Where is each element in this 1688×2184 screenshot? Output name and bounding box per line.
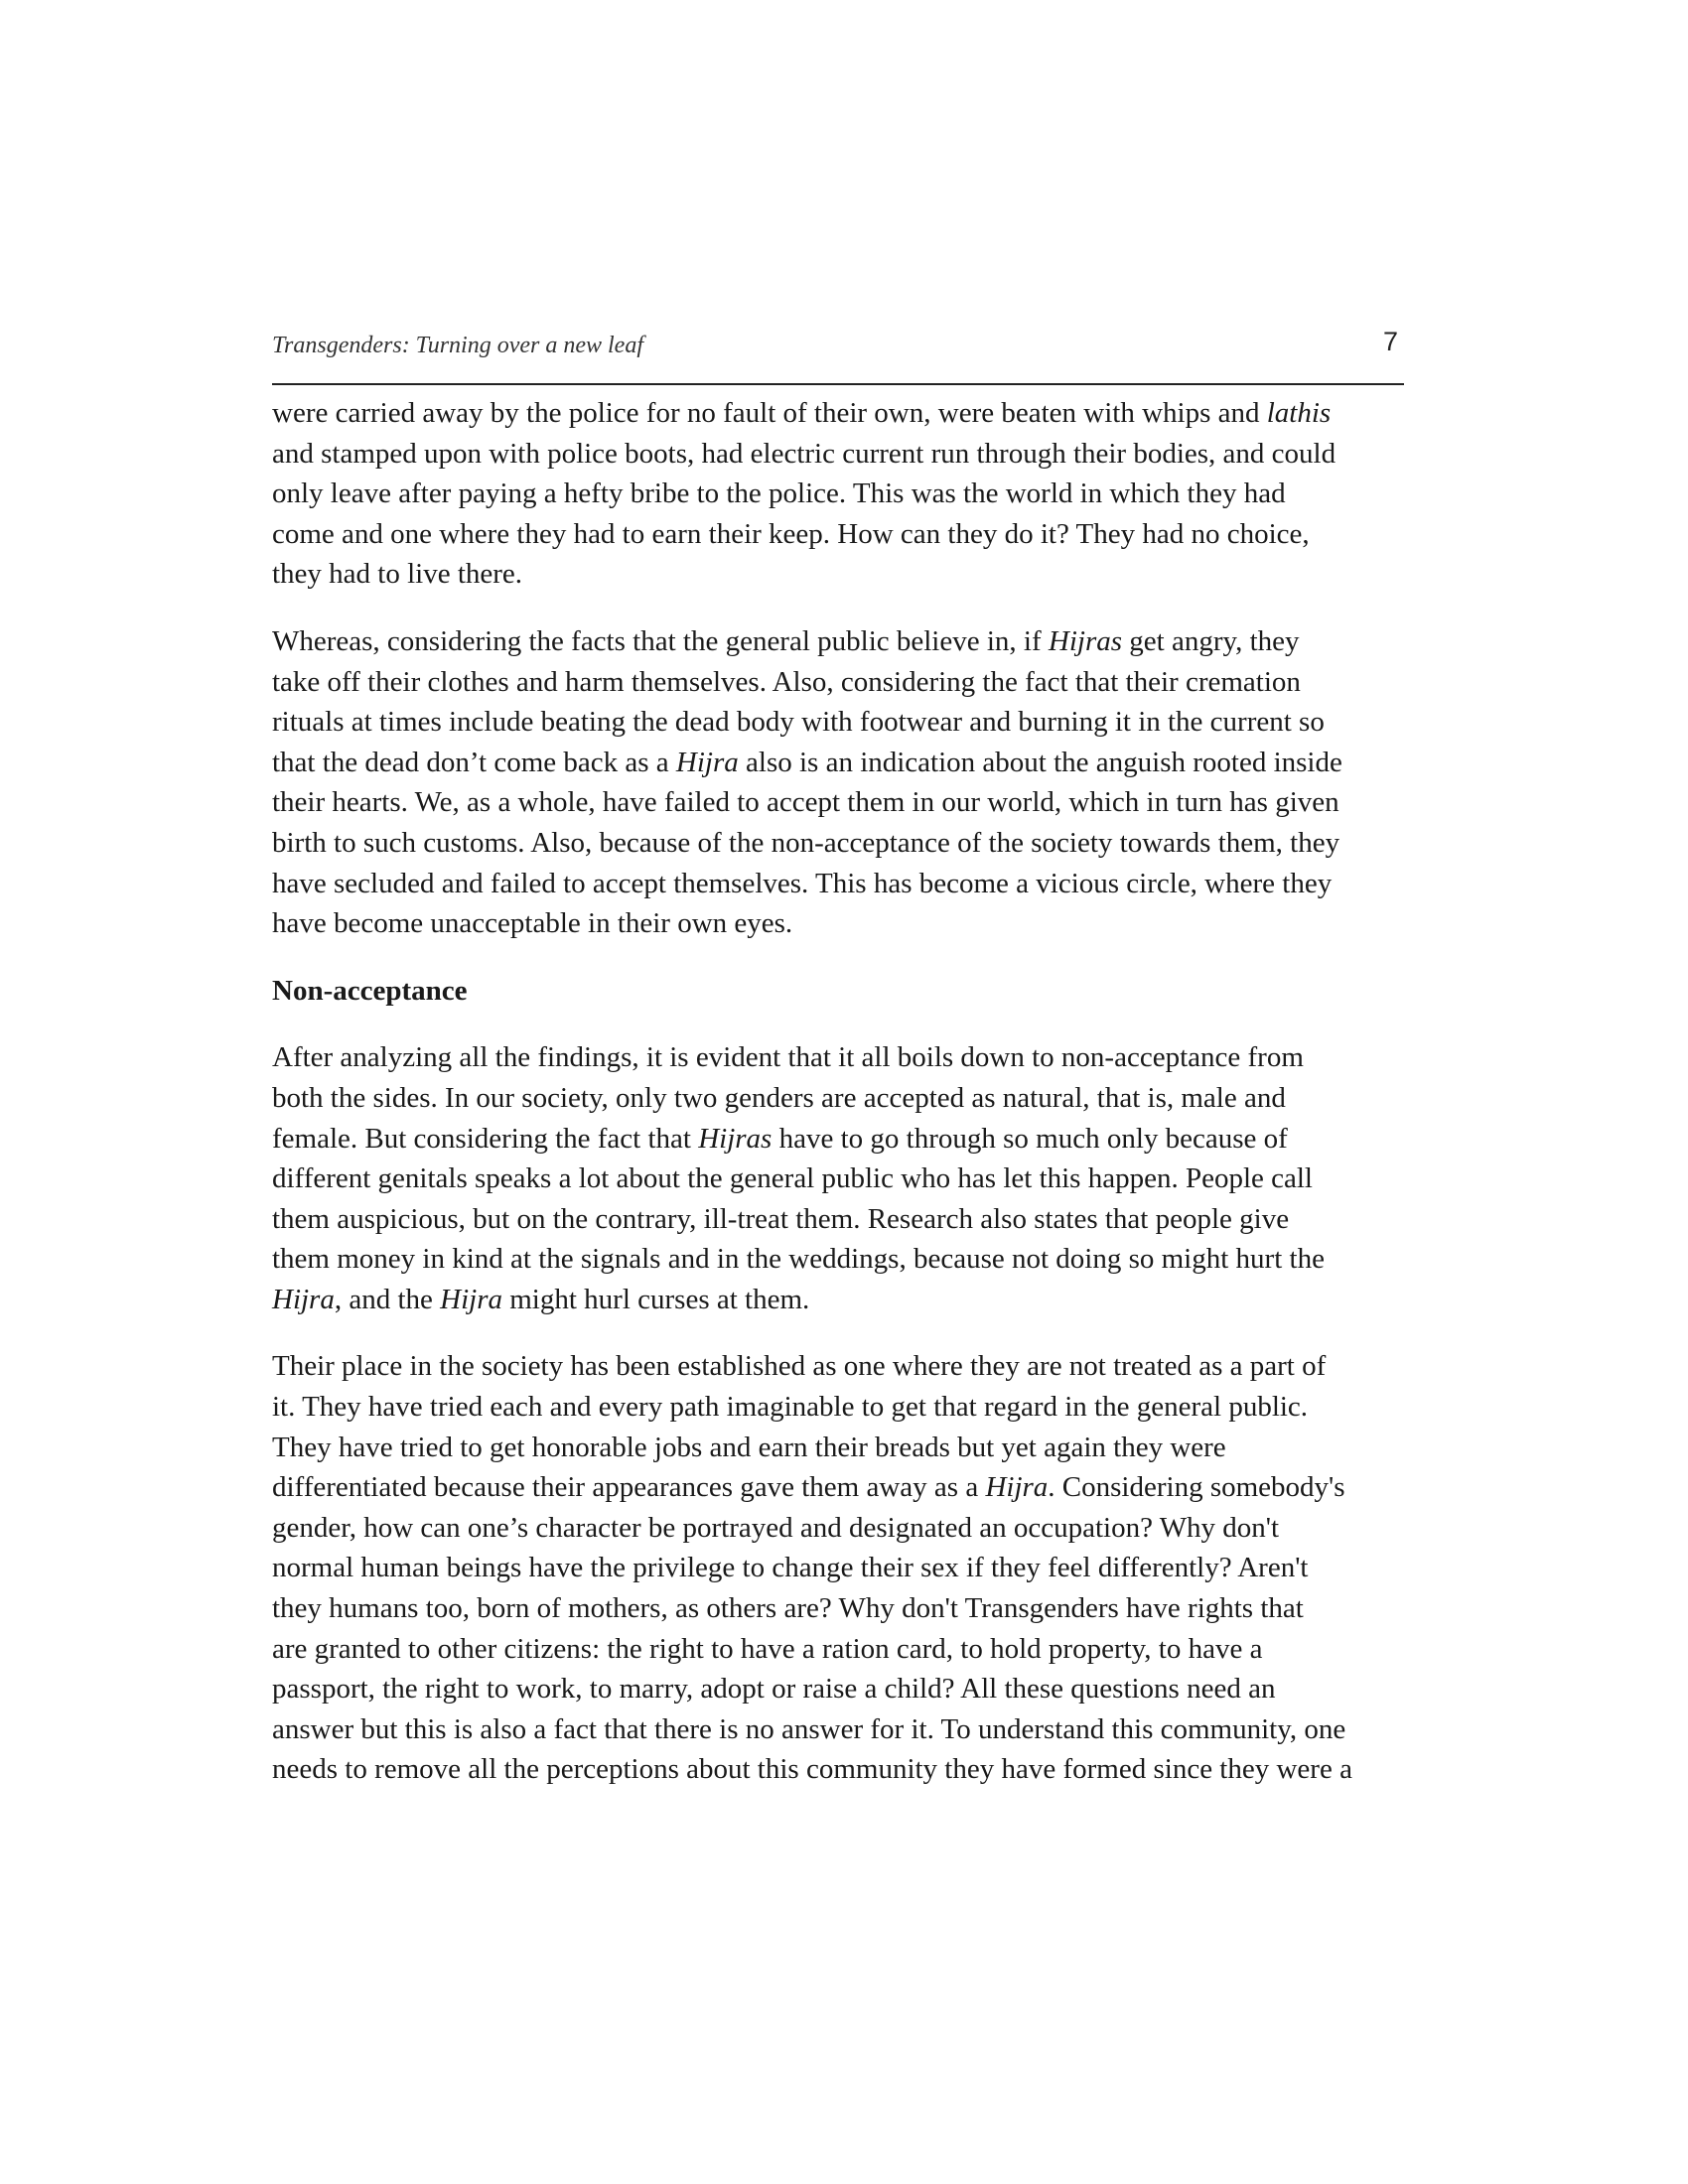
text-line [272, 514, 1414, 555]
page-number: 7 [1382, 327, 1398, 356]
text-run: it. They have tried each and every path imaginable to get that regard in the general public. [272, 1391, 1309, 1424]
text-line [272, 1119, 1414, 1160]
text-run: Their place in the society has been established as one where they are not treated as a part of [272, 1350, 1327, 1383]
text-run: rituals at times include beating the dead body with footwear and burning it in the current so [272, 706, 1325, 739]
text-run: After analyzing all the findings, it is evident that it all boils down to non-acceptance from [272, 1041, 1304, 1074]
text-run: only leave after paying a hefty bribe to the police. This was the world in which they had [272, 478, 1286, 510]
text-run: them money in kind at the signals and in the weddings, because not doing so might hurt the [272, 1243, 1325, 1276]
text-run: Whereas, considering the facts that the general public believe in, if [272, 624, 1049, 657]
text-run: were carried away by the police for no fault of their own, were beaten with whips and [272, 397, 1267, 429]
header-rule [272, 383, 1404, 385]
text-line [272, 1669, 1414, 1709]
text-line [272, 1428, 1414, 1468]
text-run: . Considering somebody's [1048, 1471, 1345, 1504]
text-line [272, 1037, 1414, 1078]
text-line [272, 621, 1414, 662]
text-run: , and the [334, 1283, 441, 1315]
text-run: they had to live there. [272, 558, 523, 591]
text-run: come and one where they had to earn their keep. How can they do it? They had no choice, [272, 517, 1310, 550]
text-run: their hearts. We, as a whole, have failed to accept them in our world, which in turn has given [272, 786, 1339, 819]
text-line [272, 1548, 1414, 1588]
text-run: different genitals speaks a lot about the general public who has let this happen. People call [272, 1162, 1313, 1195]
text-run: gender, how can one’s character be portrayed and designated an occupation? Why don't [272, 1511, 1280, 1544]
text-line [272, 393, 1414, 434]
text-line [272, 662, 1414, 703]
text-line [272, 434, 1414, 475]
text-line [272, 554, 1414, 595]
text-run: have become unacceptable in their own eyes. [272, 907, 793, 940]
text-run: also is an indication about the anguish rooted inside [738, 746, 1342, 778]
text-line [272, 1387, 1414, 1428]
section-heading [272, 971, 1414, 1012]
text-line [272, 864, 1414, 904]
page-header [272, 320, 1404, 363]
text-line [272, 971, 1414, 1012]
italic-term: Hijra [985, 1471, 1049, 1504]
italic-term: Hijra [272, 1283, 335, 1315]
text-line [272, 782, 1414, 823]
text-run: get angry, they [1122, 624, 1300, 657]
text-run: They have tried to get honorable jobs and earn their breads but yet again they were [272, 1431, 1226, 1463]
text-line [272, 743, 1414, 783]
text-run: Non-acceptance [272, 974, 468, 1007]
body-text [272, 393, 1414, 1817]
text-line [272, 1346, 1414, 1387]
text-run: answer but this is also a fact that there is no answer for it. To understand this community, one [272, 1712, 1346, 1745]
text-run: they humans too, born of mothers, as others are? Why don't Transgenders have rights that [272, 1592, 1304, 1625]
text-line [272, 1467, 1414, 1508]
italic-term: Hijras [698, 1122, 773, 1155]
text-line [272, 1588, 1414, 1629]
italic-term: Hijra [675, 746, 739, 778]
text-run: female. But considering the fact that [272, 1122, 699, 1155]
italic-term: Hijra [440, 1283, 502, 1315]
italic-term: lathis [1266, 397, 1332, 429]
text-line [272, 1199, 1414, 1240]
text-run: needs to remove all the perceptions about this community they have formed since they were a [272, 1753, 1352, 1786]
running-title: Transgenders: Turning over a new leaf [272, 333, 644, 358]
text-line [272, 1280, 1414, 1320]
text-run: differentiated because their appearances gave them away as a [272, 1471, 986, 1504]
text-run: passport, the right to work, to marry, adopt or raise a child? All these questions need an [272, 1673, 1276, 1706]
text-line [272, 474, 1414, 514]
text-run: take off their clothes and harm themselves. Also, considering the fact that their cremation [272, 665, 1301, 698]
text-line [272, 823, 1414, 864]
text-line [272, 1159, 1414, 1199]
text-line [272, 702, 1414, 743]
text-run: have secluded and failed to accept themselves. This has become a vicious circle, where they [272, 867, 1333, 899]
italic-term: Hijras [1048, 624, 1123, 657]
text-line [272, 1239, 1414, 1280]
text-line [272, 1078, 1414, 1119]
text-line [272, 1629, 1414, 1670]
paragraph [272, 1037, 1414, 1319]
paragraph [272, 1346, 1414, 1790]
text-run: them auspicious, but on the contrary, ill-treat them. Research also states that people give [272, 1202, 1290, 1235]
paragraph [272, 621, 1414, 944]
paragraph [272, 393, 1414, 595]
text-run: might hurl curses at them. [502, 1283, 810, 1315]
text-line [272, 903, 1414, 944]
text-run: birth to such customs. Also, because of the non-acceptance of the society towards them, they [272, 826, 1340, 859]
text-line [272, 1508, 1414, 1549]
text-run: normal human beings have the privilege to change their sex if they feel differently? Aren't [272, 1552, 1309, 1584]
text-run: both the sides. In our society, only two genders are accepted as natural, that is, male and [272, 1081, 1286, 1114]
text-run: and stamped upon with police boots, had electric current run through their bodies, and could [272, 437, 1336, 470]
text-run: have to go through so much only because of [772, 1122, 1288, 1155]
text-line [272, 1709, 1414, 1750]
text-run: are granted to other citizens: the right to have a ration card, to hold property, to have a [272, 1632, 1263, 1665]
text-run: that the dead don’t come back as a [272, 746, 676, 778]
text-line [272, 1749, 1414, 1790]
